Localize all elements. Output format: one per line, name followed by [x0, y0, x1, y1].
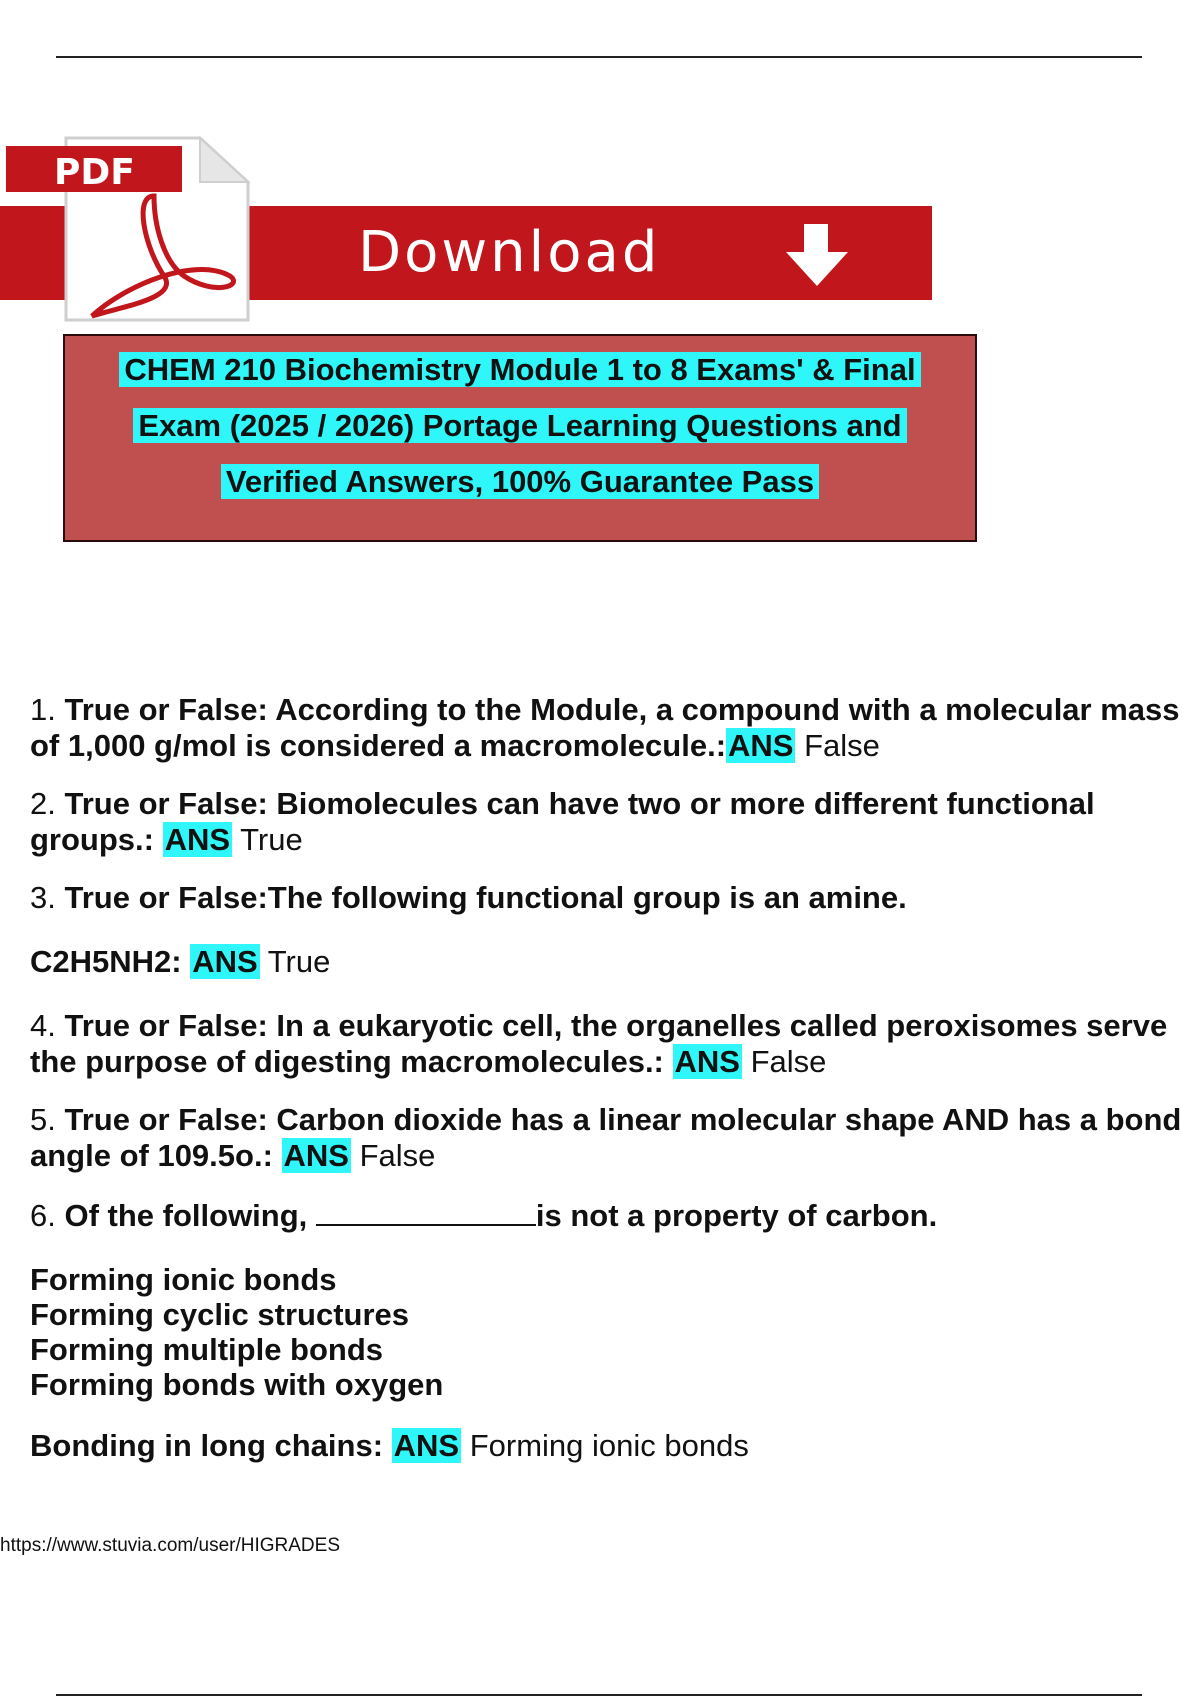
ans-label: ANS	[728, 728, 794, 763]
pdf-file-icon	[4, 136, 262, 322]
answer-value: False	[804, 728, 880, 763]
option-item: Forming ionic bonds	[30, 1262, 337, 1297]
title-line-1: CHEM 210 Biochemistry Module 1 to 8 Exams' & Final	[119, 352, 920, 387]
option-item: Forming bonds with oxygen	[30, 1367, 444, 1402]
svg-text:PDF: PDF	[54, 152, 135, 193]
ans-label: ANS	[164, 822, 231, 857]
option-item: Forming cyclic structures	[30, 1297, 410, 1332]
answer-value: False	[750, 1044, 827, 1079]
title-line-2: Exam (2025 / 2026) Portage Learning Questions and	[133, 408, 906, 443]
top-rule	[56, 56, 1142, 58]
title-line-3: Verified Answers, 100% Guarantee Pass	[221, 464, 819, 499]
ans-label: ANS	[674, 1044, 740, 1079]
answer-value: Forming ionic bonds	[469, 1428, 749, 1463]
ans-label: ANS	[192, 944, 258, 979]
document-title-box	[63, 334, 977, 542]
question-list	[30, 692, 1200, 1464]
answer-value: False	[359, 1138, 436, 1173]
question-1: 1. True or False: According to the Module, a compound with a molecular mass of 1,000 g/mol is considered a macromolecule.:ANS False	[30, 692, 1180, 763]
question-3-answer: C2H5NH2: ANS True	[30, 944, 331, 979]
option-item: Forming multiple bonds	[30, 1332, 384, 1367]
download-label[interactable]: Download	[358, 220, 661, 285]
down-arrow-icon[interactable]	[782, 222, 852, 288]
fill-in-blank	[316, 1198, 536, 1226]
bottom-rule	[56, 1694, 1142, 1696]
question-6-answer: Bonding in long chains: ANS Forming ionic bonds	[30, 1428, 749, 1463]
question-6-options	[30, 1262, 1200, 1402]
question-5: 5. True or False: Carbon dioxide has a linear molecular shape AND has a bond angle of 109.5o.: ANS False	[30, 1102, 1182, 1173]
question-4: 4. True or False: In a eukaryotic cell, the organelles called peroxisomes serve the purpose of digesting macromolecules.: ANS False	[30, 1008, 1168, 1079]
answer-value: True	[240, 822, 303, 857]
footer-url[interactable]: https://www.stuvia.com/user/HIGRADES	[0, 1535, 340, 1556]
ans-label: ANS	[393, 1428, 460, 1463]
answer-value: True	[267, 944, 331, 979]
question-2: 2. True or False: Biomolecules can have two or more different functional groups.: ANS True	[30, 786, 1095, 857]
document-title	[65, 342, 975, 510]
question-3: 3. True or False:The following functional group is an amine.	[30, 880, 907, 915]
question-6: 6. Of the following, is not a property of carbon.	[30, 1198, 938, 1233]
ans-label: ANS	[283, 1138, 349, 1173]
